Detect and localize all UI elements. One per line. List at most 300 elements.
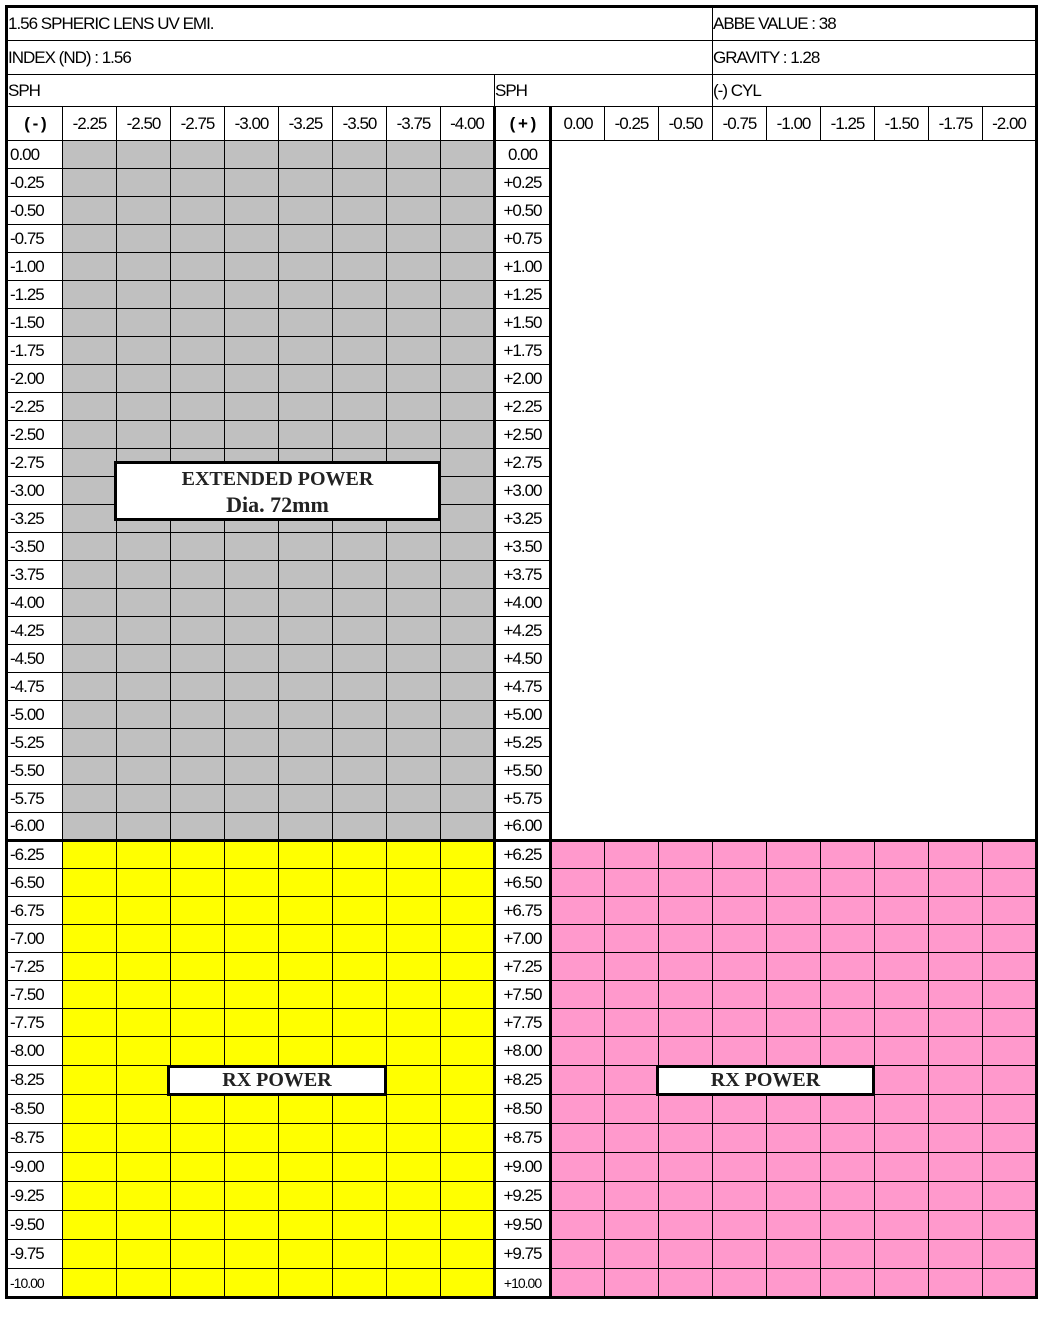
rx-power-cell — [713, 841, 767, 869]
rx-power-cell — [225, 1269, 279, 1298]
rx-power-cell — [117, 869, 171, 897]
rx-power-cell — [551, 1037, 605, 1066]
rx-power-cell — [171, 1211, 225, 1240]
extended-power-cell — [171, 813, 225, 841]
rx-power-cell — [767, 925, 821, 953]
rx-power-cell — [117, 897, 171, 925]
rx-power-cell — [333, 1269, 387, 1298]
sph-pos-label: +7.00 — [495, 925, 551, 953]
extended-power-cell — [441, 309, 495, 337]
rx-power-cell — [333, 841, 387, 869]
extended-power-cell — [333, 169, 387, 197]
rx-power-cell — [821, 981, 875, 1009]
rx-power-cell — [875, 1066, 929, 1095]
rx-power-cell — [821, 841, 875, 869]
extended-power-cell — [387, 673, 441, 701]
sph-neg-label: -9.75 — [7, 1240, 63, 1269]
rx-power-cell — [279, 1211, 333, 1240]
rx-power-cell — [767, 981, 821, 1009]
rx-power-cell — [551, 1240, 605, 1269]
extended-power-cell — [387, 813, 441, 841]
rx-power-cell — [605, 1211, 659, 1240]
extended-power-cell — [279, 673, 333, 701]
rx-power-cell — [441, 1182, 495, 1211]
cyl-header-pos: -1.00 — [767, 107, 821, 141]
sph-pos-label: +10.00 — [495, 1269, 551, 1298]
extended-power-cell — [117, 309, 171, 337]
extended-power-cell — [225, 645, 279, 673]
rx-power-cell — [441, 1153, 495, 1182]
rx-power-cell — [225, 953, 279, 981]
extended-power-cell — [441, 617, 495, 645]
rx-power-cell — [171, 1182, 225, 1211]
table-row — [7, 1037, 1037, 1066]
rx-power-cell — [63, 1182, 117, 1211]
extended-power-cell — [279, 253, 333, 281]
extended-power-cell — [117, 365, 171, 393]
rx-power-cell — [551, 953, 605, 981]
rx-power-cell — [605, 1009, 659, 1037]
rx-power-cell — [171, 869, 225, 897]
rx-power-cell — [333, 953, 387, 981]
rx-power-cell — [279, 981, 333, 1009]
extended-power-cell — [441, 141, 495, 169]
rx-power-cell — [821, 1153, 875, 1182]
extended-power-cell — [333, 757, 387, 785]
extended-power-cell — [441, 449, 495, 477]
extended-power-cell — [333, 421, 387, 449]
cyl-header-pos: -0.50 — [659, 107, 713, 141]
sph-pos-label: +3.50 — [495, 533, 551, 561]
extended-power-cell — [387, 393, 441, 421]
sph-label-mid: SPH — [495, 75, 713, 107]
extended-power-cell — [387, 617, 441, 645]
sph-neg-label: -3.50 — [7, 533, 63, 561]
table-row — [7, 925, 1037, 953]
sph-neg-label: -8.50 — [7, 1095, 63, 1124]
rx-power-cell — [821, 869, 875, 897]
rx-power-cell — [117, 1269, 171, 1298]
cylinder-header-row — [7, 107, 1037, 141]
extended-power-cell — [225, 757, 279, 785]
rx-power-cell — [225, 925, 279, 953]
extended-power-cell — [117, 253, 171, 281]
rx-power-cell — [983, 925, 1037, 953]
rx-power-cell — [659, 1240, 713, 1269]
rx-power-cell — [929, 1066, 983, 1095]
sph-pos-label: +4.75 — [495, 673, 551, 701]
extended-power-cell — [63, 589, 117, 617]
extended-power-cell — [279, 729, 333, 757]
sph-neg-label: -7.25 — [7, 953, 63, 981]
cyl-header-neg: -2.75 — [171, 107, 225, 141]
extended-power-cell — [441, 197, 495, 225]
cyl-header-neg: -3.00 — [225, 107, 279, 141]
rx-power-cell — [387, 1066, 441, 1095]
rx-power-cell — [333, 1009, 387, 1037]
sph-pos-label: +9.50 — [495, 1211, 551, 1240]
sph-pos-label: +2.75 — [495, 449, 551, 477]
rx-power-cell — [333, 1037, 387, 1066]
rx-power-cell — [983, 953, 1037, 981]
extended-power-cell — [63, 477, 117, 505]
rx-power-cell — [605, 841, 659, 869]
rx-power-cell — [117, 925, 171, 953]
rx-power-cell — [659, 1095, 713, 1124]
sph-neg-label: -6.75 — [7, 897, 63, 925]
rx-power-cell — [929, 1240, 983, 1269]
sph-neg-label: -4.75 — [7, 673, 63, 701]
sph-pos-label: +5.75 — [495, 785, 551, 813]
sph-neg-label: -0.25 — [7, 169, 63, 197]
rx-power-cell — [983, 1240, 1037, 1269]
rx-power-cell — [117, 1009, 171, 1037]
rx-power-cell — [387, 1009, 441, 1037]
extended-power-cell — [117, 589, 171, 617]
extended-power-cell — [279, 421, 333, 449]
rx-power-cell — [333, 1182, 387, 1211]
table-row — [7, 1153, 1037, 1182]
extended-power-cell — [279, 785, 333, 813]
extended-power-cell — [333, 337, 387, 365]
extended-power-cell — [333, 253, 387, 281]
rx-power-cell — [63, 1153, 117, 1182]
rx-power-cell — [821, 1182, 875, 1211]
rx-power-cell — [117, 953, 171, 981]
rx-power-cell — [279, 953, 333, 981]
extended-power-cell — [63, 365, 117, 393]
sph-neg-label: -8.75 — [7, 1124, 63, 1153]
extended-power-cell — [171, 561, 225, 589]
rx-power-cell — [117, 1240, 171, 1269]
rx-power-cell — [387, 1269, 441, 1298]
rx-power-cell — [929, 1153, 983, 1182]
rx-power-cell — [983, 1009, 1037, 1037]
rx-power-cell — [333, 1124, 387, 1153]
extended-power-cell — [63, 505, 117, 533]
extended-power-cell — [387, 533, 441, 561]
rx-power-cell — [875, 841, 929, 869]
rx-power-cell — [659, 1182, 713, 1211]
extended-power-cell — [441, 337, 495, 365]
extended-power-box — [114, 461, 441, 521]
sph-neg-label: -2.50 — [7, 421, 63, 449]
rx-power-cell — [279, 1124, 333, 1153]
rx-power-label-right: RX POWER — [710, 1069, 821, 1091]
cyl-header-neg: -3.50 — [333, 107, 387, 141]
rx-power-cell — [929, 1269, 983, 1298]
rx-power-cell — [821, 1211, 875, 1240]
rx-power-cell — [821, 1009, 875, 1037]
rx-power-cell — [767, 1124, 821, 1153]
rx-power-cell — [171, 981, 225, 1009]
sph-pos-label: +6.25 — [495, 841, 551, 869]
rx-power-cell — [333, 1211, 387, 1240]
sph-pos-label: +7.75 — [495, 1009, 551, 1037]
rx-power-cell — [551, 1269, 605, 1298]
sph-neg-label: -7.50 — [7, 981, 63, 1009]
rx-power-cell — [875, 925, 929, 953]
extended-power-cell — [441, 225, 495, 253]
extended-power-cell — [225, 813, 279, 841]
rx-power-cell — [659, 869, 713, 897]
rx-power-cell — [117, 1182, 171, 1211]
rx-power-cell — [225, 1182, 279, 1211]
rx-power-cell — [551, 1095, 605, 1124]
sph-neg-label: -9.00 — [7, 1153, 63, 1182]
extended-power-cell — [279, 141, 333, 169]
rx-power-cell — [713, 1211, 767, 1240]
sph-pos-label: +5.50 — [495, 757, 551, 785]
rx-power-cell — [605, 925, 659, 953]
extended-power-cell — [117, 169, 171, 197]
extended-power-cell — [117, 197, 171, 225]
extended-power-cell — [117, 645, 171, 673]
rx-power-cell — [713, 1269, 767, 1298]
rx-power-cell — [713, 1095, 767, 1124]
rx-power-cell — [929, 925, 983, 953]
rx-power-cell — [659, 1153, 713, 1182]
rx-power-cell — [63, 869, 117, 897]
rx-power-cell — [117, 1095, 171, 1124]
extended-power-cell — [117, 393, 171, 421]
rx-power-cell — [171, 1269, 225, 1298]
sph-neg-label: -5.00 — [7, 701, 63, 729]
rx-power-cell — [983, 897, 1037, 925]
extended-power-cell — [441, 365, 495, 393]
table-row — [7, 1269, 1037, 1298]
rx-power-cell — [279, 1269, 333, 1298]
extended-power-cell — [441, 281, 495, 309]
sph-neg-label: -8.00 — [7, 1037, 63, 1066]
rx-power-cell — [387, 953, 441, 981]
rx-power-cell — [225, 1095, 279, 1124]
rx-power-cell — [713, 1009, 767, 1037]
rx-power-cell — [605, 869, 659, 897]
table-row — [7, 841, 1037, 869]
rx-power-cell — [713, 981, 767, 1009]
table-row — [7, 1211, 1037, 1240]
sph-neg-label: -7.75 — [7, 1009, 63, 1037]
extended-power-cell — [171, 365, 225, 393]
rx-power-cell — [279, 925, 333, 953]
extended-power-cell — [171, 645, 225, 673]
extended-power-cell — [333, 813, 387, 841]
rx-power-cell — [713, 953, 767, 981]
rx-power-cell — [929, 981, 983, 1009]
rx-power-cell — [605, 1095, 659, 1124]
extended-power-cell — [279, 561, 333, 589]
extended-power-cell — [225, 673, 279, 701]
extended-power-cell — [333, 365, 387, 393]
rx-power-cell — [551, 1153, 605, 1182]
sph-neg-label: -4.25 — [7, 617, 63, 645]
extended-power-cell — [117, 673, 171, 701]
extended-power-cell — [171, 169, 225, 197]
extended-power-cell — [279, 757, 333, 785]
sph-neg-label: -8.25 — [7, 1066, 63, 1095]
rx-power-cell — [333, 869, 387, 897]
rx-power-cell — [63, 1066, 117, 1095]
extended-power-cell — [171, 757, 225, 785]
rx-power-cell — [551, 869, 605, 897]
rx-power-cell — [551, 841, 605, 869]
extended-power-cell — [63, 141, 117, 169]
rx-power-cell — [63, 953, 117, 981]
rx-power-cell — [713, 869, 767, 897]
sph-neg-label: -3.75 — [7, 561, 63, 589]
sph-neg-label: -3.25 — [7, 505, 63, 533]
extended-power-cell — [387, 253, 441, 281]
extended-power-cell — [63, 253, 117, 281]
cyl-header-pos: -0.25 — [605, 107, 659, 141]
extended-power-cell — [441, 673, 495, 701]
rx-power-cell — [605, 1182, 659, 1211]
extended-power-cell — [225, 281, 279, 309]
sph-pos-label: +7.25 — [495, 953, 551, 981]
extended-power-cell — [117, 617, 171, 645]
extended-power-cell — [225, 169, 279, 197]
extended-power-cell — [171, 197, 225, 225]
extended-power-cell — [387, 225, 441, 253]
extended-power-cell — [225, 393, 279, 421]
extended-power-cell — [279, 589, 333, 617]
extended-power-cell — [225, 701, 279, 729]
rx-power-cell — [63, 1211, 117, 1240]
rx-power-label-left: RX POWER — [222, 1069, 332, 1091]
extended-power-cell — [171, 589, 225, 617]
extended-power-cell — [225, 617, 279, 645]
rx-power-cell — [63, 897, 117, 925]
extended-power-cell — [441, 645, 495, 673]
rx-power-cell — [333, 925, 387, 953]
sph-neg-label: -5.75 — [7, 785, 63, 813]
sph-pos-label: +6.50 — [495, 869, 551, 897]
rx-power-cell — [605, 981, 659, 1009]
rx-power-cell — [117, 841, 171, 869]
extended-power-cell — [171, 141, 225, 169]
extended-power-cell — [441, 505, 495, 533]
rx-power-cell — [983, 1211, 1037, 1240]
rx-power-cell — [225, 1124, 279, 1153]
rx-power-cell — [441, 1009, 495, 1037]
rx-power-cell — [225, 1009, 279, 1037]
rx-power-cell — [983, 1182, 1037, 1211]
extended-power-cell — [333, 785, 387, 813]
rx-power-cell — [659, 1037, 713, 1066]
rx-power-cell — [767, 1009, 821, 1037]
extended-power-cell — [279, 617, 333, 645]
sph-pos-label: +1.75 — [495, 337, 551, 365]
extended-power-cell — [387, 785, 441, 813]
rx-power-cell — [441, 1269, 495, 1298]
extended-power-cell — [387, 421, 441, 449]
extended-power-cell — [63, 197, 117, 225]
rx-power-cell — [875, 1124, 929, 1153]
rx-power-cell — [767, 1211, 821, 1240]
extended-power-cell — [117, 813, 171, 841]
rx-power-cell — [333, 981, 387, 1009]
extended-power-cell — [171, 337, 225, 365]
extended-power-cell — [171, 785, 225, 813]
rx-power-cell — [441, 981, 495, 1009]
rx-power-cell — [279, 1240, 333, 1269]
sph-pos-label: +4.25 — [495, 617, 551, 645]
rx-power-cell — [441, 1066, 495, 1095]
lens-power-chart — [5, 5, 1038, 1299]
table-row — [7, 953, 1037, 981]
extended-power-cell — [387, 197, 441, 225]
rx-power-cell — [63, 1240, 117, 1269]
extended-power-cell — [279, 365, 333, 393]
sph-pos-label: +8.00 — [495, 1037, 551, 1066]
rx-power-cell — [387, 1095, 441, 1124]
rx-power-cell — [279, 1153, 333, 1182]
sph-pos-label: 0.00 — [495, 141, 551, 169]
sph-pos-label: +3.00 — [495, 477, 551, 505]
extended-power-cell — [225, 533, 279, 561]
rx-power-cell — [225, 1211, 279, 1240]
rx-power-cell — [713, 1124, 767, 1153]
rx-power-cell — [929, 1009, 983, 1037]
extended-power-cell — [117, 561, 171, 589]
table-row — [7, 1240, 1037, 1269]
rx-power-cell — [117, 981, 171, 1009]
rx-power-cell — [279, 841, 333, 869]
rx-power-cell — [983, 1269, 1037, 1298]
rx-power-cell — [333, 1240, 387, 1269]
rx-power-cell — [387, 1211, 441, 1240]
extended-power-cell — [387, 169, 441, 197]
axis-label-row — [7, 75, 1037, 107]
rx-power-cell — [333, 1095, 387, 1124]
rx-power-cell — [63, 841, 117, 869]
sph-neg-label: -7.00 — [7, 925, 63, 953]
rx-power-cell — [63, 1009, 117, 1037]
cyl-header-pos: -0.75 — [713, 107, 767, 141]
sph-neg-label: -2.75 — [7, 449, 63, 477]
extended-power-cell — [117, 281, 171, 309]
sph-pos-label: +1.50 — [495, 309, 551, 337]
sph-neg-label: -5.50 — [7, 757, 63, 785]
rx-power-cell — [605, 1269, 659, 1298]
rx-power-cell — [117, 1124, 171, 1153]
rx-power-cell — [225, 1037, 279, 1066]
rx-power-cell — [441, 1095, 495, 1124]
rx-power-cell — [605, 953, 659, 981]
extended-power-label: EXTENDED POWER — [181, 468, 374, 490]
diameter-label: Dia. 72mm — [226, 492, 329, 517]
product-title: 1.56 SPHERIC LENS UV EMI. — [7, 7, 713, 41]
sph-neg-label: -10.00 — [7, 1269, 63, 1298]
sph-pos-label: +2.00 — [495, 365, 551, 393]
rx-power-cell — [171, 1240, 225, 1269]
table-row — [7, 1182, 1037, 1211]
extended-power-cell — [333, 617, 387, 645]
sph-pos-label: +4.50 — [495, 645, 551, 673]
rx-power-cell — [767, 841, 821, 869]
extended-power-cell — [441, 393, 495, 421]
extended-power-cell — [63, 533, 117, 561]
rx-power-cell — [551, 1009, 605, 1037]
index-value: INDEX (ND) : 1.56 — [7, 41, 713, 75]
rx-power-cell — [171, 925, 225, 953]
cyl-label: (-) CYL — [713, 75, 1037, 107]
rx-power-cell — [605, 1153, 659, 1182]
rx-power-cell — [605, 1066, 659, 1095]
rx-power-cell — [387, 841, 441, 869]
extended-power-cell — [63, 813, 117, 841]
